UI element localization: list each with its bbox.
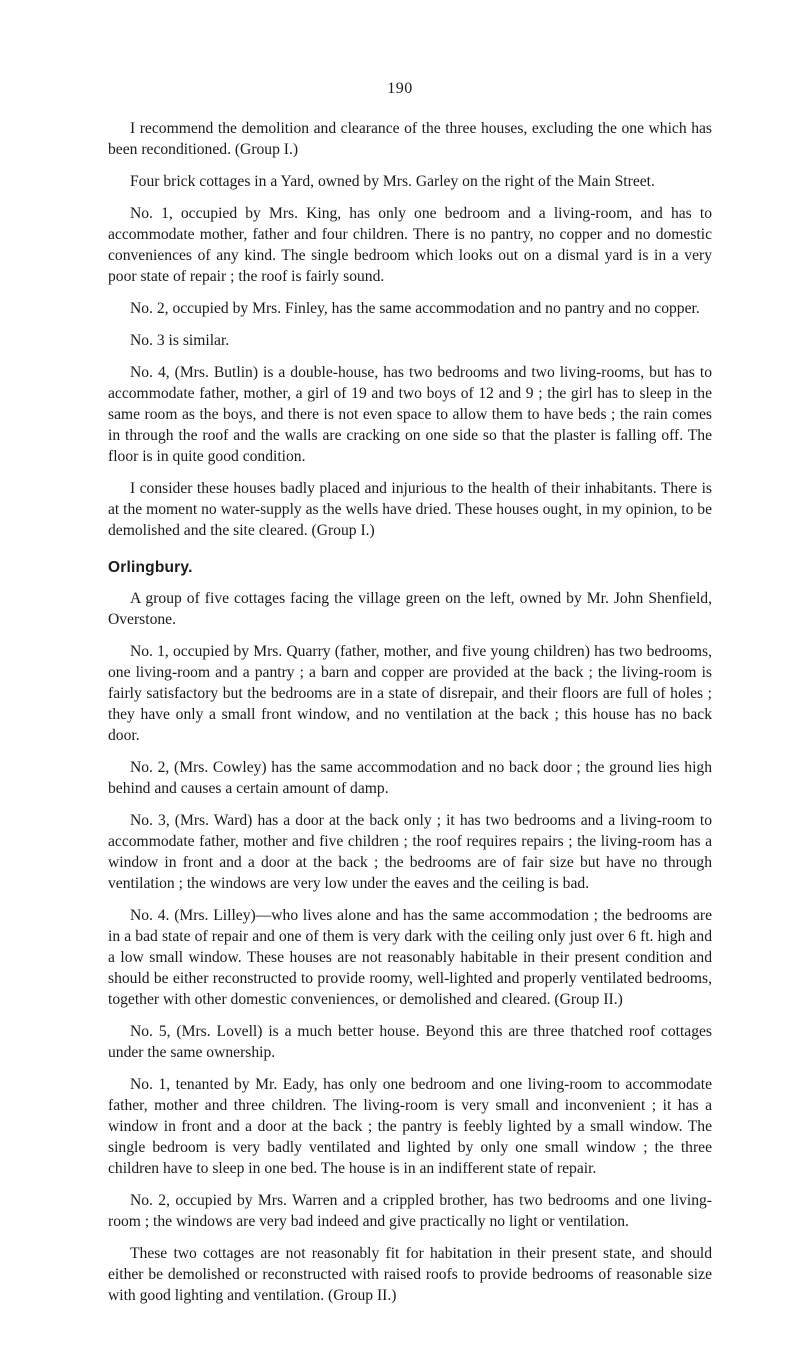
paragraph: No. 3 is similar. [130, 332, 230, 349]
paragraph: No. 3, (Mrs. Ward) has a door at the back only ; it has two bedrooms and a living-room to accommodate father, mother and five children ; the roof requires repairs ; the living-room has a window in front and a door at the back ; the bedrooms are of fair size but have no through ventilation ; the windows are very low under the eaves and the ceiling is bad. [108, 812, 712, 892]
page-number: 190 [387, 80, 413, 97]
paragraph: I recommend the demolition and clearance of the three houses, excluding the one which has been reconditioned. (Group I.) [108, 120, 712, 158]
paragraph: No. 2, (Mrs. Cowley) has the same accommodation and no back door ; the ground lies high behind and causes a certain amount of damp. [108, 759, 712, 797]
paragraph: No. 2, occupied by Mrs. Warren and a crippled brother, has two bedrooms and one living-room ; the windows are very bad indeed and give practically no light or ventilation. [108, 1192, 712, 1230]
paragraph: No. 1, tenanted by Mr. Eady, has only one bedroom and one living-room to accommodate father, mother and three children. The living-room is very small and inconvenient ; it has a window in front and a door at the back ; the pantry is feebly lighted by a small window. The single bedroom is very badly ventilated and lighted by only one small window ; the three children have to sleep in one bed. The house is in an indifferent state of repair. [108, 1076, 712, 1177]
paragraph: I consider these houses badly placed and injurious to the health of their inhabitants. There is at the moment no water-supply as the wells have dried. These houses ought, in my opinion, to be demolished and the site cleared. (Group I.) [108, 480, 712, 539]
document-body [108, 118, 712, 1317]
section-heading: Orlingbury. [108, 559, 193, 576]
paragraph: No. 1, occupied by Mrs. Quarry (father, mother, and five young children) has two bedrooms, one living-room and a pantry ; a barn and copper are provided at the back ; the living-room is fairly satisfactory but the bedrooms are in a state of disrepair, and their floors are full of holes ; they have only a small front window, and no ventilation at the back ; this house has no back door. [108, 643, 712, 744]
paragraph: These two cottages are not reasonably fit for habitation in their present state, and should either be demolished or reconstructed with raised roofs to provide bedrooms of reasonable size with good lighting and ventilation. (Group II.) [108, 1245, 712, 1304]
paragraph: No. 4, (Mrs. Butlin) is a double-house, has two bedrooms and two living-rooms, but has to accommodate father, mother, a girl of 19 and two boys of 12 and 9 ; the girl has to sleep in the same room as the boys, and there is not even space to allow them to have beds ; the rain comes in through the roof and the walls are cracking on one side so that the plaster is falling off. The floor is in quite good condition. [108, 364, 712, 465]
paragraph: No. 5, (Mrs. Lovell) is a much better house. Beyond this are three thatched roof cottages under the same ownership. [108, 1023, 712, 1061]
paragraph: A group of five cottages facing the village green on the left, owned by Mr. John Shenfield, Overstone. [108, 590, 712, 628]
paragraph: No. 1, occupied by Mrs. King, has only one bedroom and a living-room, and has to accommodate mother, father and four children. There is no pantry, no copper and no domestic conveniences of any kind. The single bedroom which looks out on a dismal yard is in a very poor state of repair ; the roof is fairly sound. [108, 205, 712, 285]
paragraph: No. 4. (Mrs. Lilley)—who lives alone and has the same accommodation ; the bedrooms are in a bad state of repair and one of them is very dark with the ceiling only just over 6 ft. high and a low small window. These houses are not reasonably habitable in their present condition and should be either reconstructed to provide roomy, well-lighted and properly ventilated bedrooms, together with other domestic conveniences, or demolished and cleared. (Group II.) [108, 907, 712, 1008]
paragraph: No. 2, occupied by Mrs. Finley, has the same accommodation and no pantry and no copper. [130, 300, 700, 317]
paragraph: Four brick cottages in a Yard, owned by Mrs. Garley on the right of the Main Street. [130, 173, 655, 190]
